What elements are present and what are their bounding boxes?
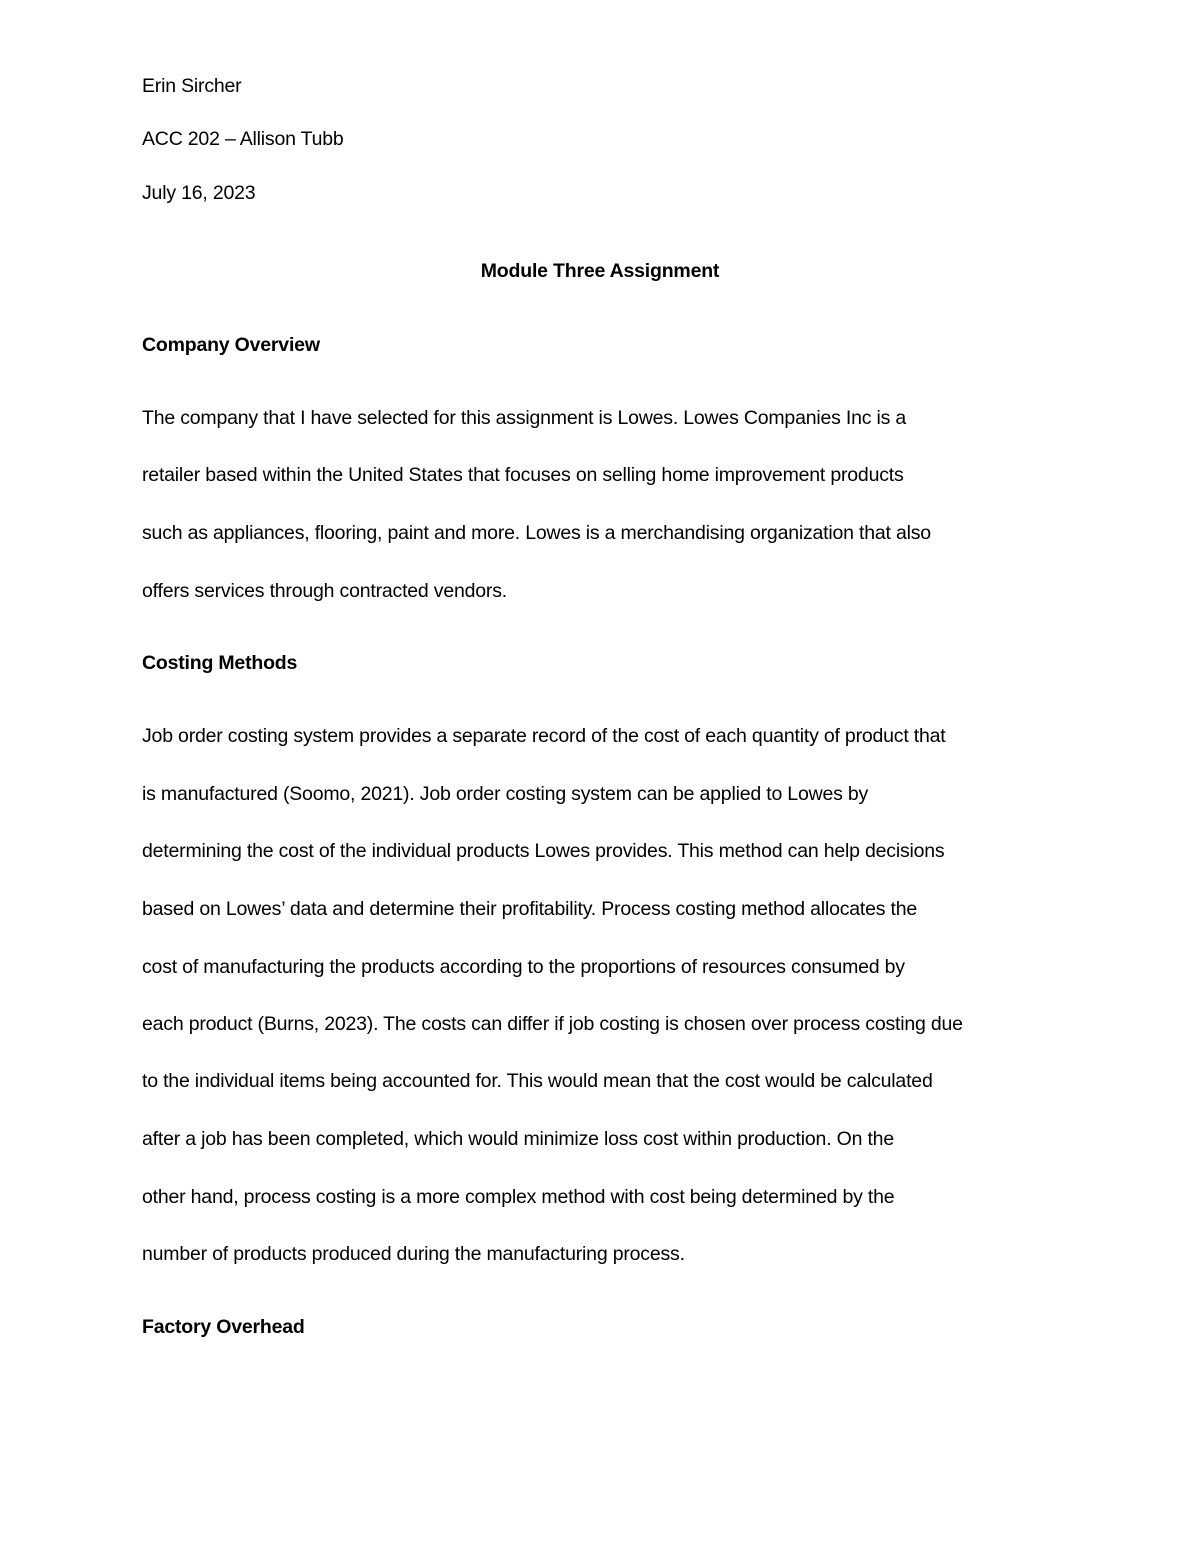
- course-info: ACC 202 – Allison Tubb: [142, 128, 344, 150]
- paragraph-line: offers services through contracted vendors.: [142, 580, 507, 602]
- paragraph-line: determining the cost of the individual products Lowes provides. This method can help decisions: [142, 840, 945, 862]
- author-name: Erin Sircher: [142, 75, 242, 97]
- document-title: Module Three Assignment: [480, 260, 720, 282]
- paragraph-line: retailer based within the United States that focuses on selling home improvement products: [142, 464, 904, 486]
- section-heading-factory-overhead: Factory Overhead: [142, 1316, 305, 1338]
- section-heading-costing-methods: Costing Methods: [142, 652, 298, 674]
- paragraph-line: other hand, process costing is a more complex method with cost being determined by the: [142, 1186, 895, 1208]
- section-heading-company-overview: Company Overview: [142, 334, 320, 356]
- paragraph-line: number of products produced during the manufacturing process.: [142, 1243, 685, 1265]
- paragraph-line: cost of manufacturing the products according to the proportions of resources consumed by: [142, 956, 905, 978]
- paragraph-line: The company that I have selected for this assignment is Lowes. Lowes Companies Inc is a: [142, 407, 907, 429]
- paragraph-line: Job order costing system provides a separate record of the cost of each quantity of product that: [142, 725, 946, 747]
- paragraph-line: to the individual items being accounted for. This would mean that the cost would be calculated: [142, 1070, 933, 1092]
- paragraph-line: based on Lowes’ data and determine their profitability. Process costing method allocates the: [142, 898, 918, 920]
- document-date: July 16, 2023: [142, 182, 256, 204]
- paragraph-line: is manufactured (Soomo, 2021). Job order costing system can be applied to Lowes by: [142, 783, 869, 805]
- paragraph-line: after a job has been completed, which would minimize loss cost within production. On the: [142, 1128, 894, 1150]
- paragraph-line: each product (Burns, 2023). The costs can differ if job costing is chosen over process costing due: [142, 1013, 963, 1035]
- paragraph-line: such as appliances, flooring, paint and more. Lowes is a merchandising organization that also: [142, 522, 931, 544]
